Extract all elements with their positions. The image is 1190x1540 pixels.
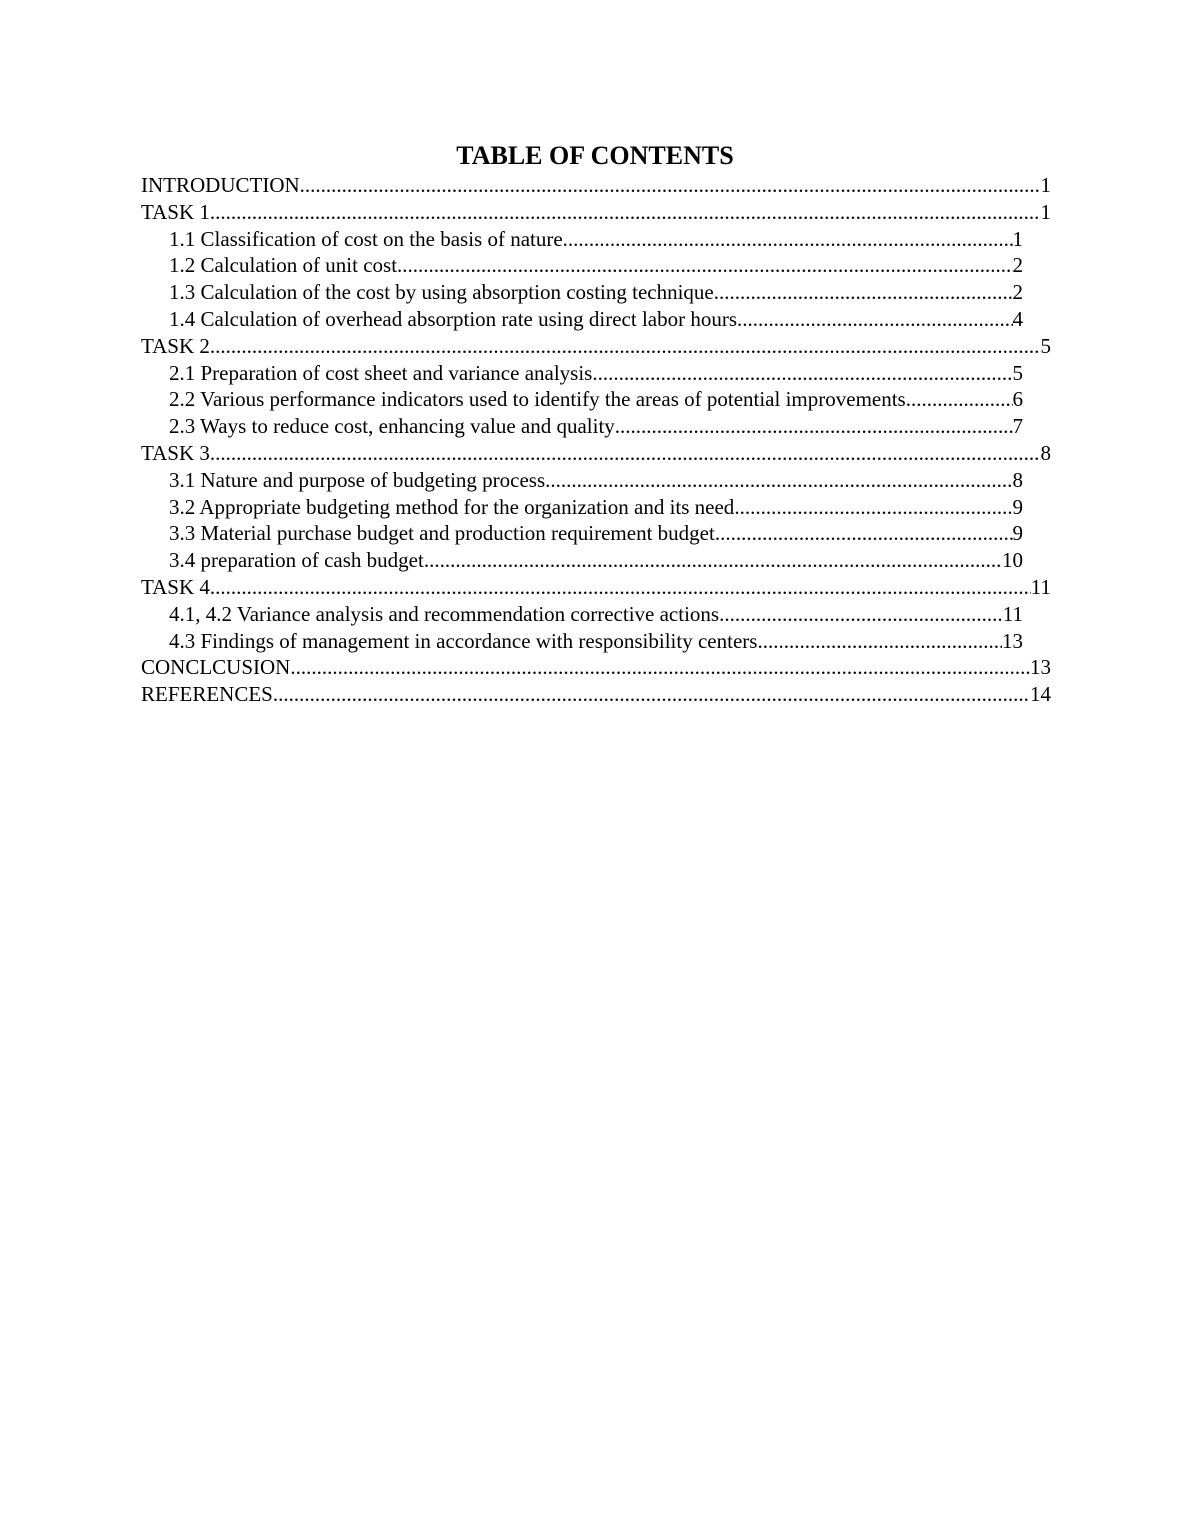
toc-entry-text: 4.1, 4.2 Variance analysis and recommendation corrective actions (169, 601, 720, 626)
toc-dot-leader (714, 279, 1013, 306)
toc-entry-task-3[interactable] (141, 440, 1051, 467)
toc-dot-leader (545, 467, 1012, 494)
toc-dot-leader (715, 520, 1013, 547)
toc-dot-leader (719, 601, 1003, 628)
toc-page-number: 1 (1012, 226, 1023, 251)
toc-entry-text: 1.1 Classification of cost on the basis of nature (169, 226, 563, 251)
toc-entry-text: 2.1 Preparation of cost sheet and variance analysis (169, 360, 593, 385)
toc-entry-text: TASK 4 (141, 574, 210, 599)
toc-entry-3-3[interactable] (141, 520, 1023, 547)
toc-page-number: 5 (1012, 360, 1023, 385)
toc-dot-leader (563, 226, 1013, 253)
toc-entry-1-2[interactable] (141, 252, 1023, 279)
toc-entry-1-3[interactable] (141, 279, 1023, 306)
toc-page-number: 5 (1040, 333, 1051, 358)
toc-page-number: 2 (1012, 253, 1023, 278)
toc-entry-references[interactable] (141, 681, 1051, 708)
toc-dot-leader (210, 440, 1041, 467)
toc-title: TABLE OF CONTENTS (456, 141, 734, 170)
toc-dot-leader (592, 360, 1012, 387)
toc-entry-text: INTRODUCTION (141, 173, 300, 197)
toc-page-number: 14 (1030, 682, 1051, 707)
toc-entry-4-1-4-2[interactable] (141, 601, 1023, 628)
toc-entry-task-1[interactable] (141, 199, 1051, 226)
table-of-contents (141, 172, 1051, 708)
toc-dot-leader (210, 574, 1031, 601)
toc-entry-text: TASK 3 (141, 440, 210, 465)
toc-entry-text: 3.2 Appropriate budgeting method for the organization and its need (169, 494, 735, 519)
toc-dot-leader (757, 628, 1002, 655)
toc-entry-2-1[interactable] (141, 360, 1023, 387)
toc-entry-3-2[interactable] (141, 494, 1023, 521)
toc-entry-text: TASK 1 (141, 199, 210, 224)
toc-page-number: 8 (1012, 467, 1023, 492)
toc-page-number: 1 (1040, 199, 1051, 224)
toc-dot-leader (906, 386, 1013, 413)
toc-entry-text: 3.4 preparation of cash budget (169, 548, 424, 573)
toc-dot-leader (290, 654, 1030, 681)
toc-dot-leader (210, 333, 1041, 360)
toc-entry-3-1[interactable] (141, 467, 1023, 494)
toc-dot-leader (273, 681, 1030, 708)
toc-entry-text: 1.2 Calculation of unit cost (169, 253, 398, 278)
toc-entry-conclusion[interactable] (141, 654, 1051, 681)
toc-entry-1-4[interactable] (141, 306, 1023, 333)
toc-entry-text: 1.3 Calculation of the cost by using absorption costing technique (169, 280, 714, 305)
toc-entry-introduction[interactable] (141, 172, 1051, 199)
toc-page-number: 13 (1030, 655, 1051, 680)
toc-entry-text: 3.3 Material purchase budget and production requirement budget (169, 521, 715, 546)
toc-page-number: 7 (1012, 414, 1023, 439)
toc-dot-leader (737, 306, 1012, 333)
toc-entry-3-4[interactable] (141, 547, 1023, 574)
toc-entry-4-3[interactable] (141, 628, 1023, 655)
toc-dot-leader (300, 172, 1041, 199)
toc-page-number: 11 (1002, 601, 1023, 626)
toc-page-number: 9 (1012, 494, 1023, 519)
toc-entry-text: 2.3 Ways to reduce cost, enhancing value and quality (169, 414, 615, 439)
toc-dot-leader (615, 413, 1013, 440)
toc-dot-leader (397, 252, 1012, 279)
toc-dot-leader (734, 494, 1012, 521)
toc-dot-leader (424, 547, 1002, 574)
toc-entry-task-4[interactable] (141, 574, 1051, 601)
toc-entry-task-2[interactable] (141, 333, 1051, 360)
toc-entry-text: 2.2 Various performance indicators used to identify the areas of potential improvements (169, 387, 906, 412)
toc-entry-text: TASK 2 (141, 333, 210, 358)
toc-page-number: 13 (1002, 628, 1023, 653)
toc-entry-text: REFERENCES (141, 682, 273, 707)
toc-page-number: 1 (1040, 173, 1051, 197)
toc-page-number: 2 (1012, 280, 1023, 305)
toc-entry-1-1[interactable] (141, 226, 1023, 253)
toc-page-number: 9 (1012, 521, 1023, 546)
toc-entry-text: CONCLCUSION (141, 655, 291, 680)
toc-page-number: 10 (1002, 548, 1023, 573)
toc-entry-text: 4.3 Findings of management in accordance with responsibility centers (169, 628, 758, 653)
toc-page-number: 6 (1012, 387, 1023, 412)
toc-page-number: 8 (1040, 440, 1051, 465)
toc-page-number: 11 (1030, 574, 1051, 599)
toc-entry-2-3[interactable] (141, 413, 1023, 440)
toc-dot-leader (210, 199, 1041, 226)
toc-entry-text: 1.4 Calculation of overhead absorption rate using direct labor hours (169, 306, 738, 331)
toc-entry-text: 3.1 Nature and purpose of budgeting process (169, 467, 546, 492)
toc-entry-2-2[interactable] (141, 386, 1023, 413)
toc-page-number: 4 (1012, 306, 1023, 331)
